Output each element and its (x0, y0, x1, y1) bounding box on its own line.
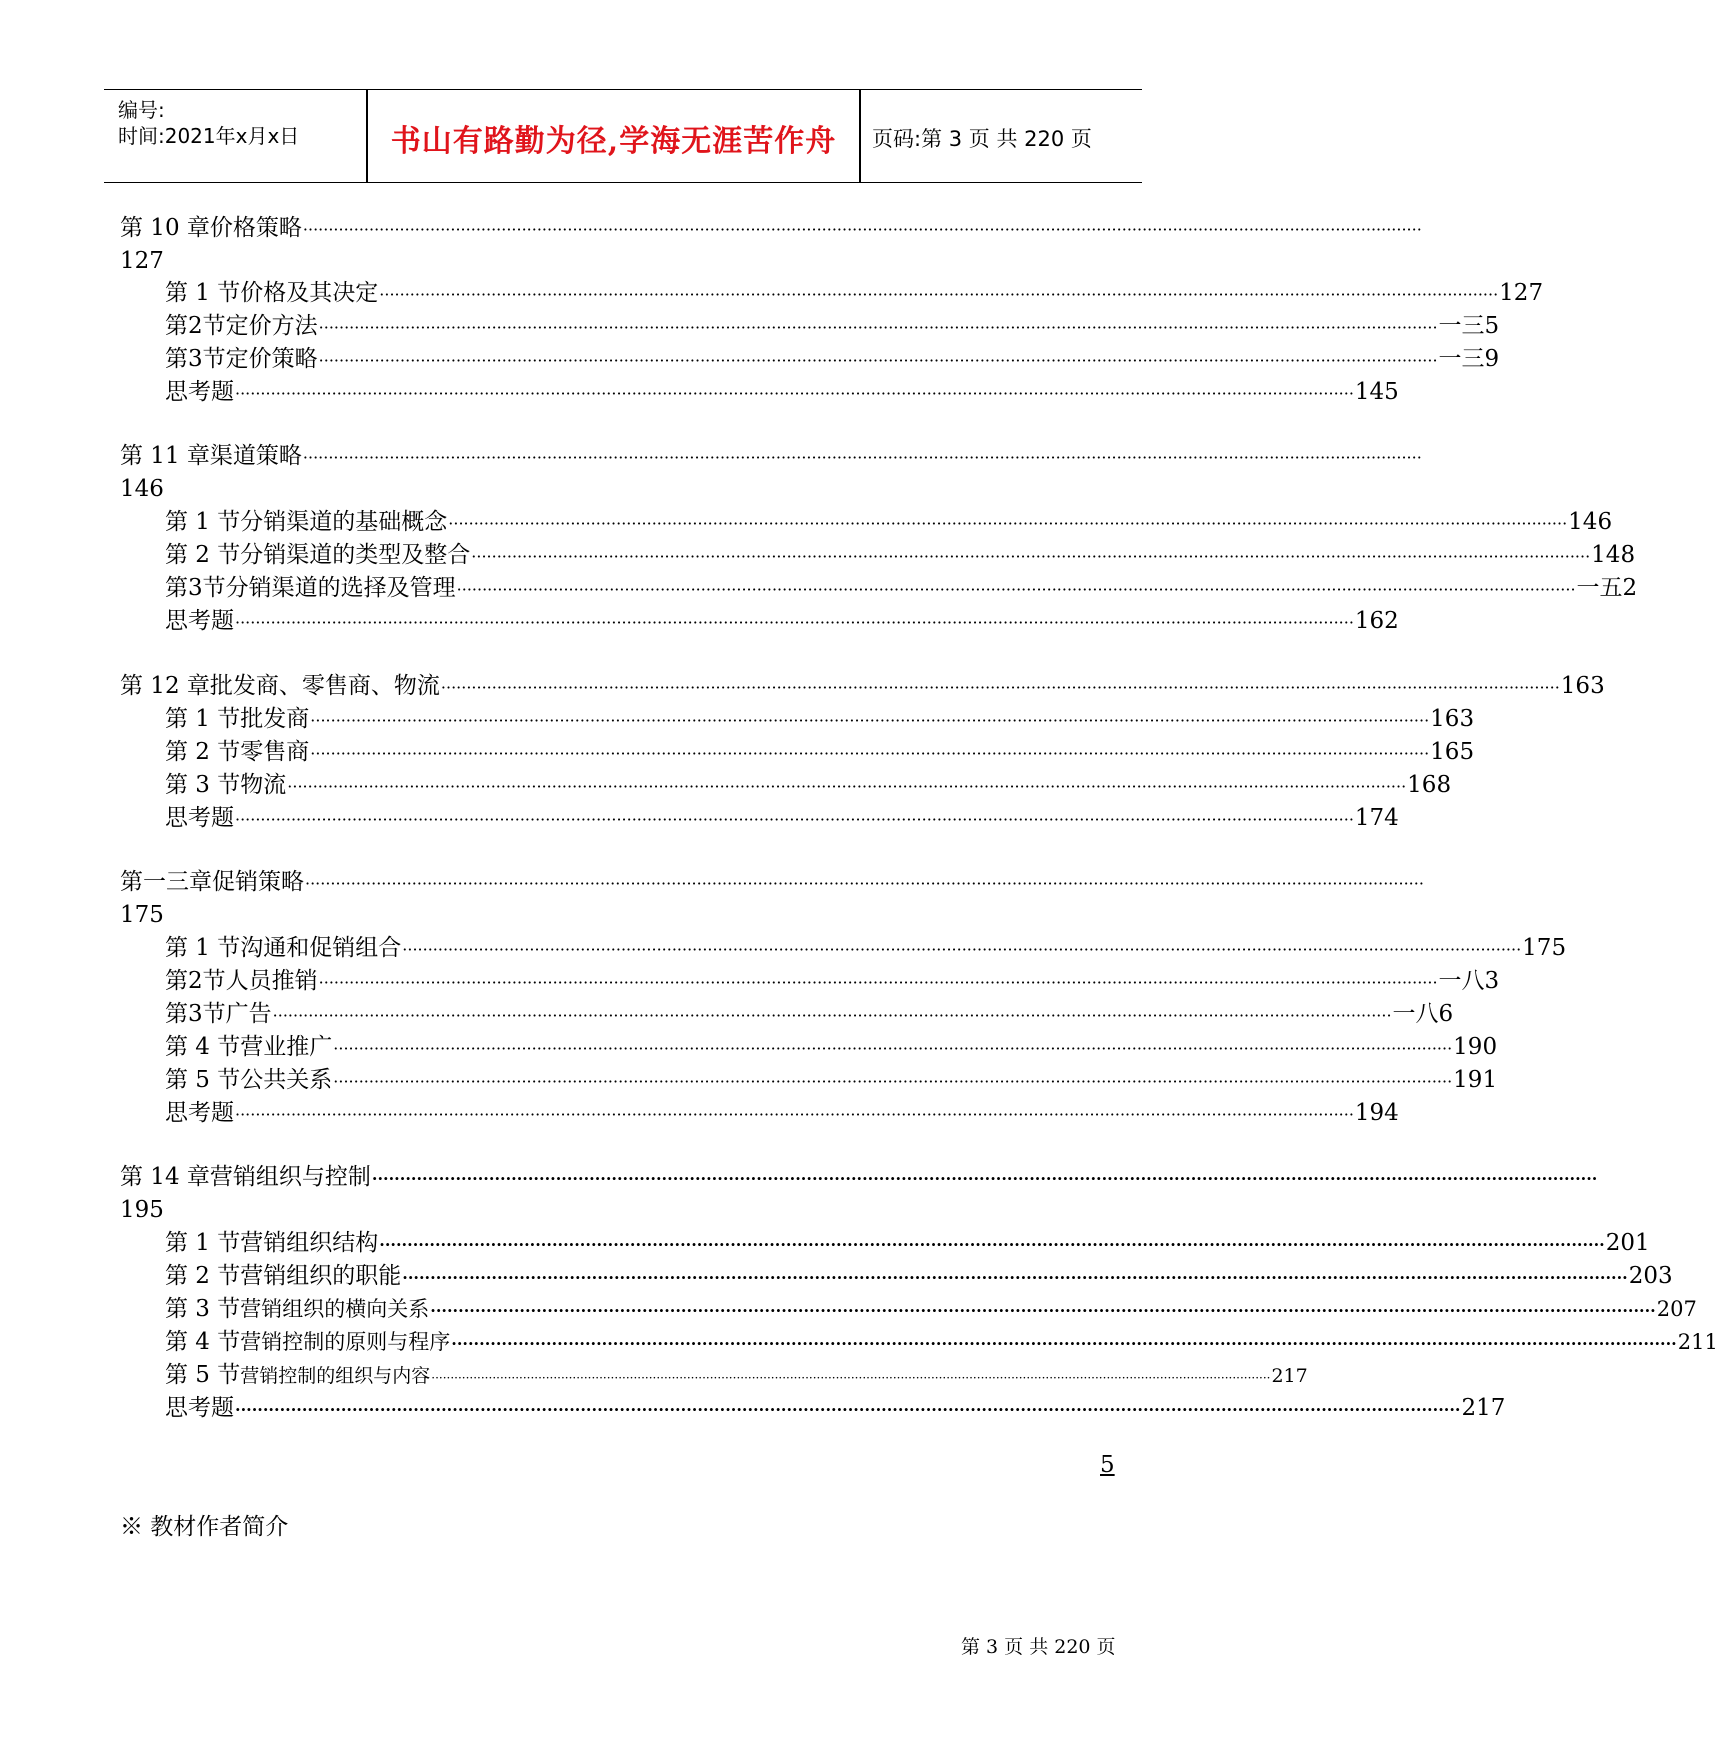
toc-entry-label: 第 3 节 (165, 772, 241, 798)
toc-entry-page: 195 (120, 1197, 164, 1223)
toc-entry-label: 第 12 章 (120, 673, 210, 699)
toc-chapter-12 (120, 671, 1605, 703)
header-page-info: 页码:第 3 页 共 220 页 (872, 127, 1092, 151)
toc-leader-dots: ···························································································································································································································· (235, 1400, 1461, 1419)
toc-entry-page: 211 (1677, 1330, 1718, 1354)
toc-leader-dots: ···························································································································································································································· (379, 1235, 1605, 1254)
toc-chapter-13 (120, 867, 1424, 899)
toc-section (165, 1228, 1650, 1260)
toc-entry-page: 201 (1605, 1230, 1650, 1256)
toc-section (165, 278, 1544, 310)
header-divider (859, 90, 861, 182)
toc-entry-page: 146 (1568, 509, 1613, 535)
toc-entry-title: 营销控制的组织与内容 (240, 1365, 431, 1387)
toc-leader-dots: ···························································································································································································································· (440, 678, 1560, 697)
toc-chapter-14 (120, 1162, 1598, 1194)
toc-entry-label: 第一三章 (120, 869, 212, 895)
toc-entry-title: 思考题 (165, 379, 234, 405)
toc-section (165, 1327, 1718, 1359)
toc-leader-dots: ···························································································································································································································· (471, 547, 1591, 566)
toc-section (165, 1065, 1498, 1097)
toc-entry-page: 168 (1407, 772, 1452, 798)
toc-entry-label: 第3节 (165, 346, 226, 372)
toc-entry-label: 第 5 节 (165, 1362, 241, 1388)
toc-entry-title: 物流 (240, 772, 287, 798)
toc-chapter-10 (120, 213, 1422, 245)
toc-entry-title: 沟通和促销组合 (240, 935, 402, 961)
toc-leader-dots: ···························································································································································································································· (456, 580, 1576, 599)
toc-leader-dots: ···························································································································································································································· (402, 940, 1522, 959)
toc-entry-title: 营销组织与控制 (209, 1164, 371, 1190)
toc-entry-title: 零售商 (240, 739, 310, 765)
toc-entry-label: 第 1 节 (165, 1230, 241, 1256)
toc-leader-dots: ···························································································································································································································· (371, 1169, 1598, 1188)
document-number-label: 编号: (118, 98, 165, 122)
toc-questions (165, 377, 1399, 409)
toc-leader-dots: ···························································································································································································································· (379, 285, 1499, 304)
toc-entry-page: 165 (1430, 739, 1475, 765)
toc-entry-title: 思考题 (165, 1100, 234, 1126)
toc-entry-page: 146 (120, 476, 164, 502)
toc-entry-title: 定价策略 (225, 346, 318, 372)
toc-questions (165, 1393, 1506, 1425)
toc-entry-page: 127 (120, 248, 164, 274)
toc-entry-page: 203 (1628, 1263, 1673, 1289)
toc-entry-page: 一八6 (1392, 1001, 1454, 1027)
toc-entry-page: 207 (1656, 1297, 1697, 1321)
toc-entry-label: 第 2 节 (165, 739, 241, 765)
toc-entry-page: 163 (1560, 673, 1605, 699)
toc-entry-page: 一三9 (1438, 346, 1500, 372)
toc-leader-dots: ···························································································································································································································· (448, 514, 1568, 533)
toc-section (165, 540, 1636, 572)
toc-leader-dots: ···························································································································································································································· (302, 448, 1422, 467)
toc-entry-label: 第 1 节 (165, 706, 241, 732)
toc-section (165, 704, 1475, 736)
toc-entry-page: 217 (1271, 1365, 1308, 1387)
toc-entry-page: 175 (1522, 935, 1567, 961)
toc-entry-label: 第3节 (165, 1001, 226, 1027)
toc-entry-title: 思考题 (165, 608, 234, 634)
toc-section (165, 1261, 1673, 1293)
toc-entry-page: 148 (1591, 542, 1636, 568)
toc-leader-dots: ···························································································································································································································· (235, 1105, 1354, 1124)
toc-entry-label: 第 3 节 (165, 1296, 241, 1322)
toc-entry-label: 第 2 节 (165, 1263, 241, 1289)
toc-entry-title: 营销组织的职能 (240, 1263, 402, 1289)
toc-entry-page: 一三5 (1438, 313, 1500, 339)
toc-entry-title: 思考题 (165, 1395, 234, 1421)
header-motto: 书山有路勤为径,学海无涯苦作舟 (390, 124, 837, 159)
toc-entry-label: 第 1 节 (165, 935, 241, 961)
toc-section (165, 770, 1452, 802)
toc-entry-label: 第 1 节 (165, 509, 241, 535)
toc-entry-title: 促销策略 (212, 869, 304, 895)
toc-entry-page: 163 (1430, 706, 1475, 732)
toc-entry-page: 145 (1354, 379, 1399, 405)
author-intro-note: ※ 教材作者简介 (120, 1514, 289, 1540)
toc-entry-title: 价格策略 (209, 215, 302, 241)
toc-section (165, 1032, 1498, 1064)
toc-entry-title: 营业推广 (240, 1034, 333, 1060)
toc-entry-label: 第 1 节 (165, 280, 241, 306)
toc-leader-dots: ···························································································································································································································· (451, 1334, 1677, 1353)
toc-leader-dots: ···························································································································································································································· (318, 351, 1438, 370)
toc-section (165, 999, 1454, 1031)
toc-entry-title: 渠道策略 (209, 443, 302, 469)
toc-leader-dots: ···························································································································································································································· (318, 973, 1438, 992)
toc-entry-page: 217 (1461, 1395, 1506, 1421)
toc-section (165, 1294, 1697, 1326)
toc-questions (165, 1098, 1399, 1130)
toc-entry-title: 公共关系 (240, 1067, 333, 1093)
toc-entry-label: 第3节 (165, 575, 226, 601)
toc-section (165, 966, 1500, 998)
toc-section (165, 737, 1475, 769)
toc-entry-label: 第 5 节 (165, 1067, 241, 1093)
toc-section (165, 311, 1500, 343)
toc-entry-label: 第 10 章 (120, 215, 210, 241)
toc-entry-label: 第 4 节 (165, 1329, 241, 1355)
toc-entry-page: 127 (1499, 280, 1544, 306)
toc-leader-dots: ···························································································································································································································· (287, 777, 1407, 796)
toc-entry-title: 批发商 (240, 706, 310, 732)
document-time-label: 时间:2021年x月x日 (118, 124, 300, 148)
toc-leader-dots: ···························································································································································································································· (402, 1268, 1628, 1287)
toc-entry-title: 分销渠道的选择及管理 (225, 575, 456, 601)
toc-leader-dots: ···························································································································································································································· (305, 874, 1424, 893)
toc-entry-page: 194 (1354, 1100, 1399, 1126)
toc-leader-dots: ···························································································································································································································· (431, 1371, 1271, 1385)
toc-leader-dots: ···························································································································································································································· (302, 220, 1422, 239)
toc-entry-page: 175 (120, 902, 164, 928)
toc-entry-title: 定价方法 (225, 313, 318, 339)
toc-entry-label: 第2节 (165, 313, 226, 339)
toc-leader-dots: ···························································································································································································································· (333, 1039, 1453, 1058)
toc-leader-dots: ···························································································································································································································· (235, 810, 1354, 829)
toc-entry-title: 营销组织的横向关系 (240, 1297, 430, 1321)
toc-entry-title: 分销渠道的类型及整合 (240, 542, 471, 568)
toc-entry-label: 第 2 节 (165, 542, 241, 568)
toc-entry-title: 人员推销 (225, 968, 318, 994)
toc-entry-label: 第2节 (165, 968, 226, 994)
toc-entry-page: 174 (1354, 805, 1399, 831)
toc-section (165, 933, 1567, 965)
toc-entry-page: 162 (1354, 608, 1399, 634)
toc-leader-dots: ···························································································································································································································· (272, 1006, 1392, 1025)
toc-chapter-11 (120, 441, 1422, 473)
toc-leader-dots: ···························································································································································································································· (310, 744, 1430, 763)
toc-entry-label: 第 14 章 (120, 1164, 210, 1190)
toc-entry-title: 批发商、零售商、物流 (209, 673, 440, 699)
toc-entry-title: 价格及其决定 (240, 280, 379, 306)
toc-entry-page: 一八3 (1438, 968, 1500, 994)
toc-leader-dots: ···························································································································································································································· (430, 1301, 1656, 1320)
toc-entry-title: 分销渠道的基础概念 (240, 509, 448, 535)
toc-leader-dots: ···························································································································································································································· (318, 318, 1438, 337)
toc-section (165, 573, 1638, 605)
page-marker: 5 (1100, 1452, 1115, 1478)
page-header (104, 89, 1142, 183)
toc-section (165, 344, 1500, 376)
toc-entry-page: 一五2 (1576, 575, 1638, 601)
toc-leader-dots: ···························································································································································································································· (235, 613, 1354, 632)
toc-entry-title: 思考题 (165, 805, 234, 831)
toc-entry-title: 营销组织结构 (240, 1230, 379, 1256)
toc-entry-label: 第 11 章 (120, 443, 210, 469)
toc-leader-dots: ···························································································································································································································· (235, 384, 1354, 403)
toc-questions (165, 803, 1399, 835)
toc-section (165, 1360, 1308, 1393)
toc-entry-title: 广告 (225, 1001, 272, 1027)
toc-entry-label: 第 4 节 (165, 1034, 241, 1060)
toc-leader-dots: ···························································································································································································································· (333, 1072, 1453, 1091)
toc-entry-page: 190 (1453, 1034, 1498, 1060)
toc-entry-title: 营销控制的原则与程序 (240, 1330, 451, 1354)
toc-entry-page: 191 (1453, 1067, 1498, 1093)
toc-section (165, 507, 1613, 539)
page-footer: 第 3 页 共 220 页 (961, 1636, 1116, 1658)
toc-questions (165, 606, 1399, 638)
toc-leader-dots: ···························································································································································································································· (310, 711, 1430, 730)
